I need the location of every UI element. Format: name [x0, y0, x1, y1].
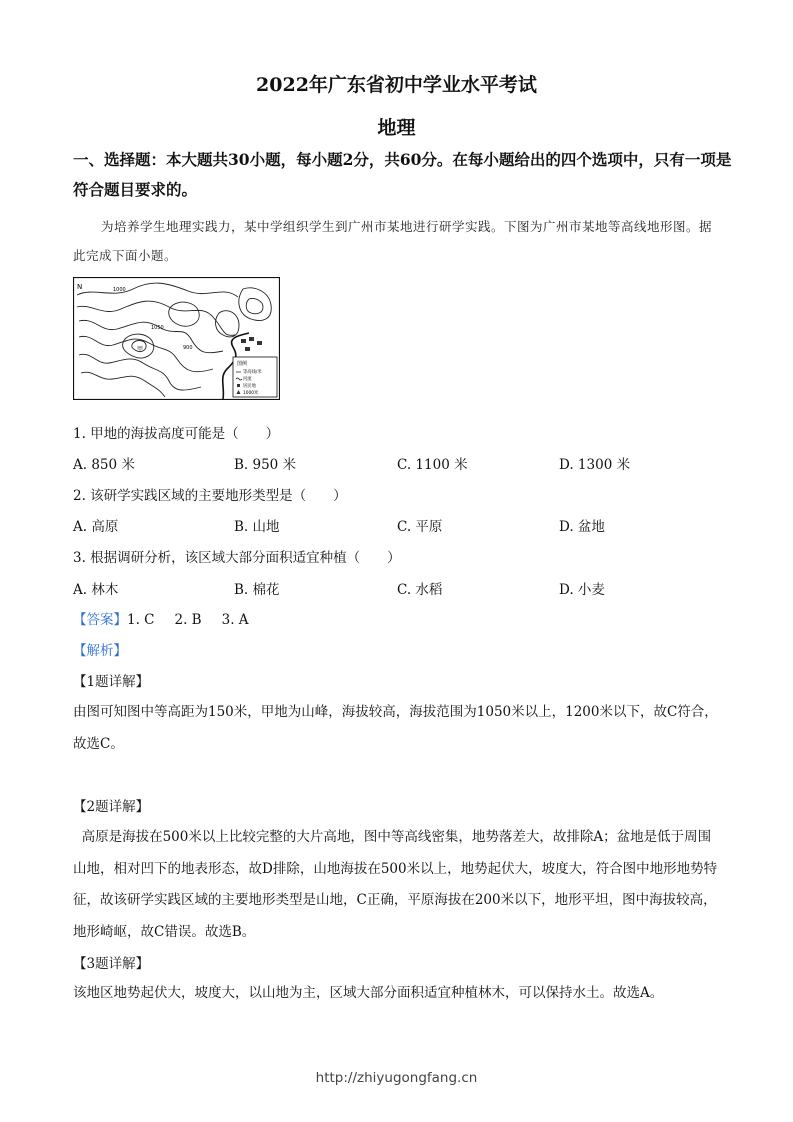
answer-2: 2. B: [174, 612, 202, 628]
question-3: 3. 根据调研分析，该区域大部分面积适宜种植（ ）: [73, 550, 401, 566]
page-subtitle: 地理: [377, 117, 416, 139]
contour-map-svg: [73, 277, 280, 400]
q3-option-a: A. 林木: [73, 582, 119, 598]
section-heading: 一、选择题：本大题共30小题，每小题2分，共60分。在每小题给出的四个选项中，只有一项是符合题目要求的。: [73, 150, 732, 199]
contour-label-1: 1000: [113, 287, 126, 293]
legend-item-4: 1000米: [243, 391, 259, 396]
q2-option-b: B. 山地: [234, 519, 280, 535]
page-title: 2022年广东省初中学业水平考试: [256, 74, 537, 96]
q1-option-c: C. 1100 米: [397, 457, 468, 473]
detail-2-text: 高原是海拔在500米以上比较完整的大片高地，图中等高线密集，地势落差大，故排除A；盆地是低于周围山地，相对凹下的地表形态，故D排除，山地海拔在500米以上，地势起伏大，坡度大，符合图中地形地势特征，故该研学实践区域的主要地形类型是山地，C正确，平原海拔在200米以下，地形平坦，图中海拔较高，地形崎岖，故C错误。故选B。: [73, 829, 718, 940]
answer-3: 3. A: [221, 612, 249, 628]
q3-option-b: B. 棉花: [234, 582, 280, 598]
legend-item-3: 居民地: [243, 384, 256, 389]
analysis-label: 【解析】: [73, 643, 127, 659]
north-label: N: [77, 283, 83, 291]
q1-option-d: D. 1300 米: [559, 457, 631, 473]
detail-3-heading: 【3题详解】: [73, 956, 150, 972]
q2-option-a: A. 高原: [73, 519, 119, 535]
detail-1-heading: 【1题详解】: [73, 674, 150, 690]
answer-tag: 【答案】: [73, 612, 127, 628]
contour-map-figure: [73, 277, 280, 400]
answer-line: [73, 608, 249, 628]
contour-label-2: 1050: [151, 325, 164, 331]
legend-title: 图例: [237, 361, 248, 367]
q2-option-c: C. 平原: [397, 519, 443, 535]
legend-item-1: 等高线/米: [243, 370, 262, 375]
q2-option-d: D. 盆地: [559, 519, 605, 535]
place-label-jia: 甲: [137, 346, 144, 353]
detail-2-heading: 【2题详解】: [73, 799, 150, 815]
question-2: 2. 该研学实践区域的主要地形类型是（ ）: [73, 488, 347, 504]
legend-item-2: 河流: [243, 377, 252, 382]
detail-1-text: 由图可知图中等高距为150米，甲地为山峰，海拔较高，海拔范围为1050米以上，1200米以下，故C符合，故选C。: [73, 704, 718, 752]
contour-label-3: 900: [183, 345, 193, 351]
q3-option-d: D. 小麦: [559, 582, 605, 598]
footer-url[interactable]: http://zhiyugongfang.cn: [315, 1070, 478, 1086]
detail-3-text: 该地区地势起伏大，坡度大，以山地为主，区域大部分面积适宜种植林木，可以保持水土。故选A。: [73, 985, 664, 1001]
intro-paragraph: 为培养学生地理实践力，某中学组织学生到广州市某地进行研学实践。下图为广州市某地等高线地形图。据此完成下面小题。: [73, 219, 713, 263]
q1-option-b: B. 950 米: [234, 457, 297, 473]
question-1: 1. 甲地的海拔高度可能是（ ）: [73, 426, 280, 442]
q1-option-a: A. 850 米: [73, 457, 135, 473]
answer-1: 1. C: [127, 612, 155, 628]
q3-option-c: C. 水稻: [397, 582, 443, 598]
